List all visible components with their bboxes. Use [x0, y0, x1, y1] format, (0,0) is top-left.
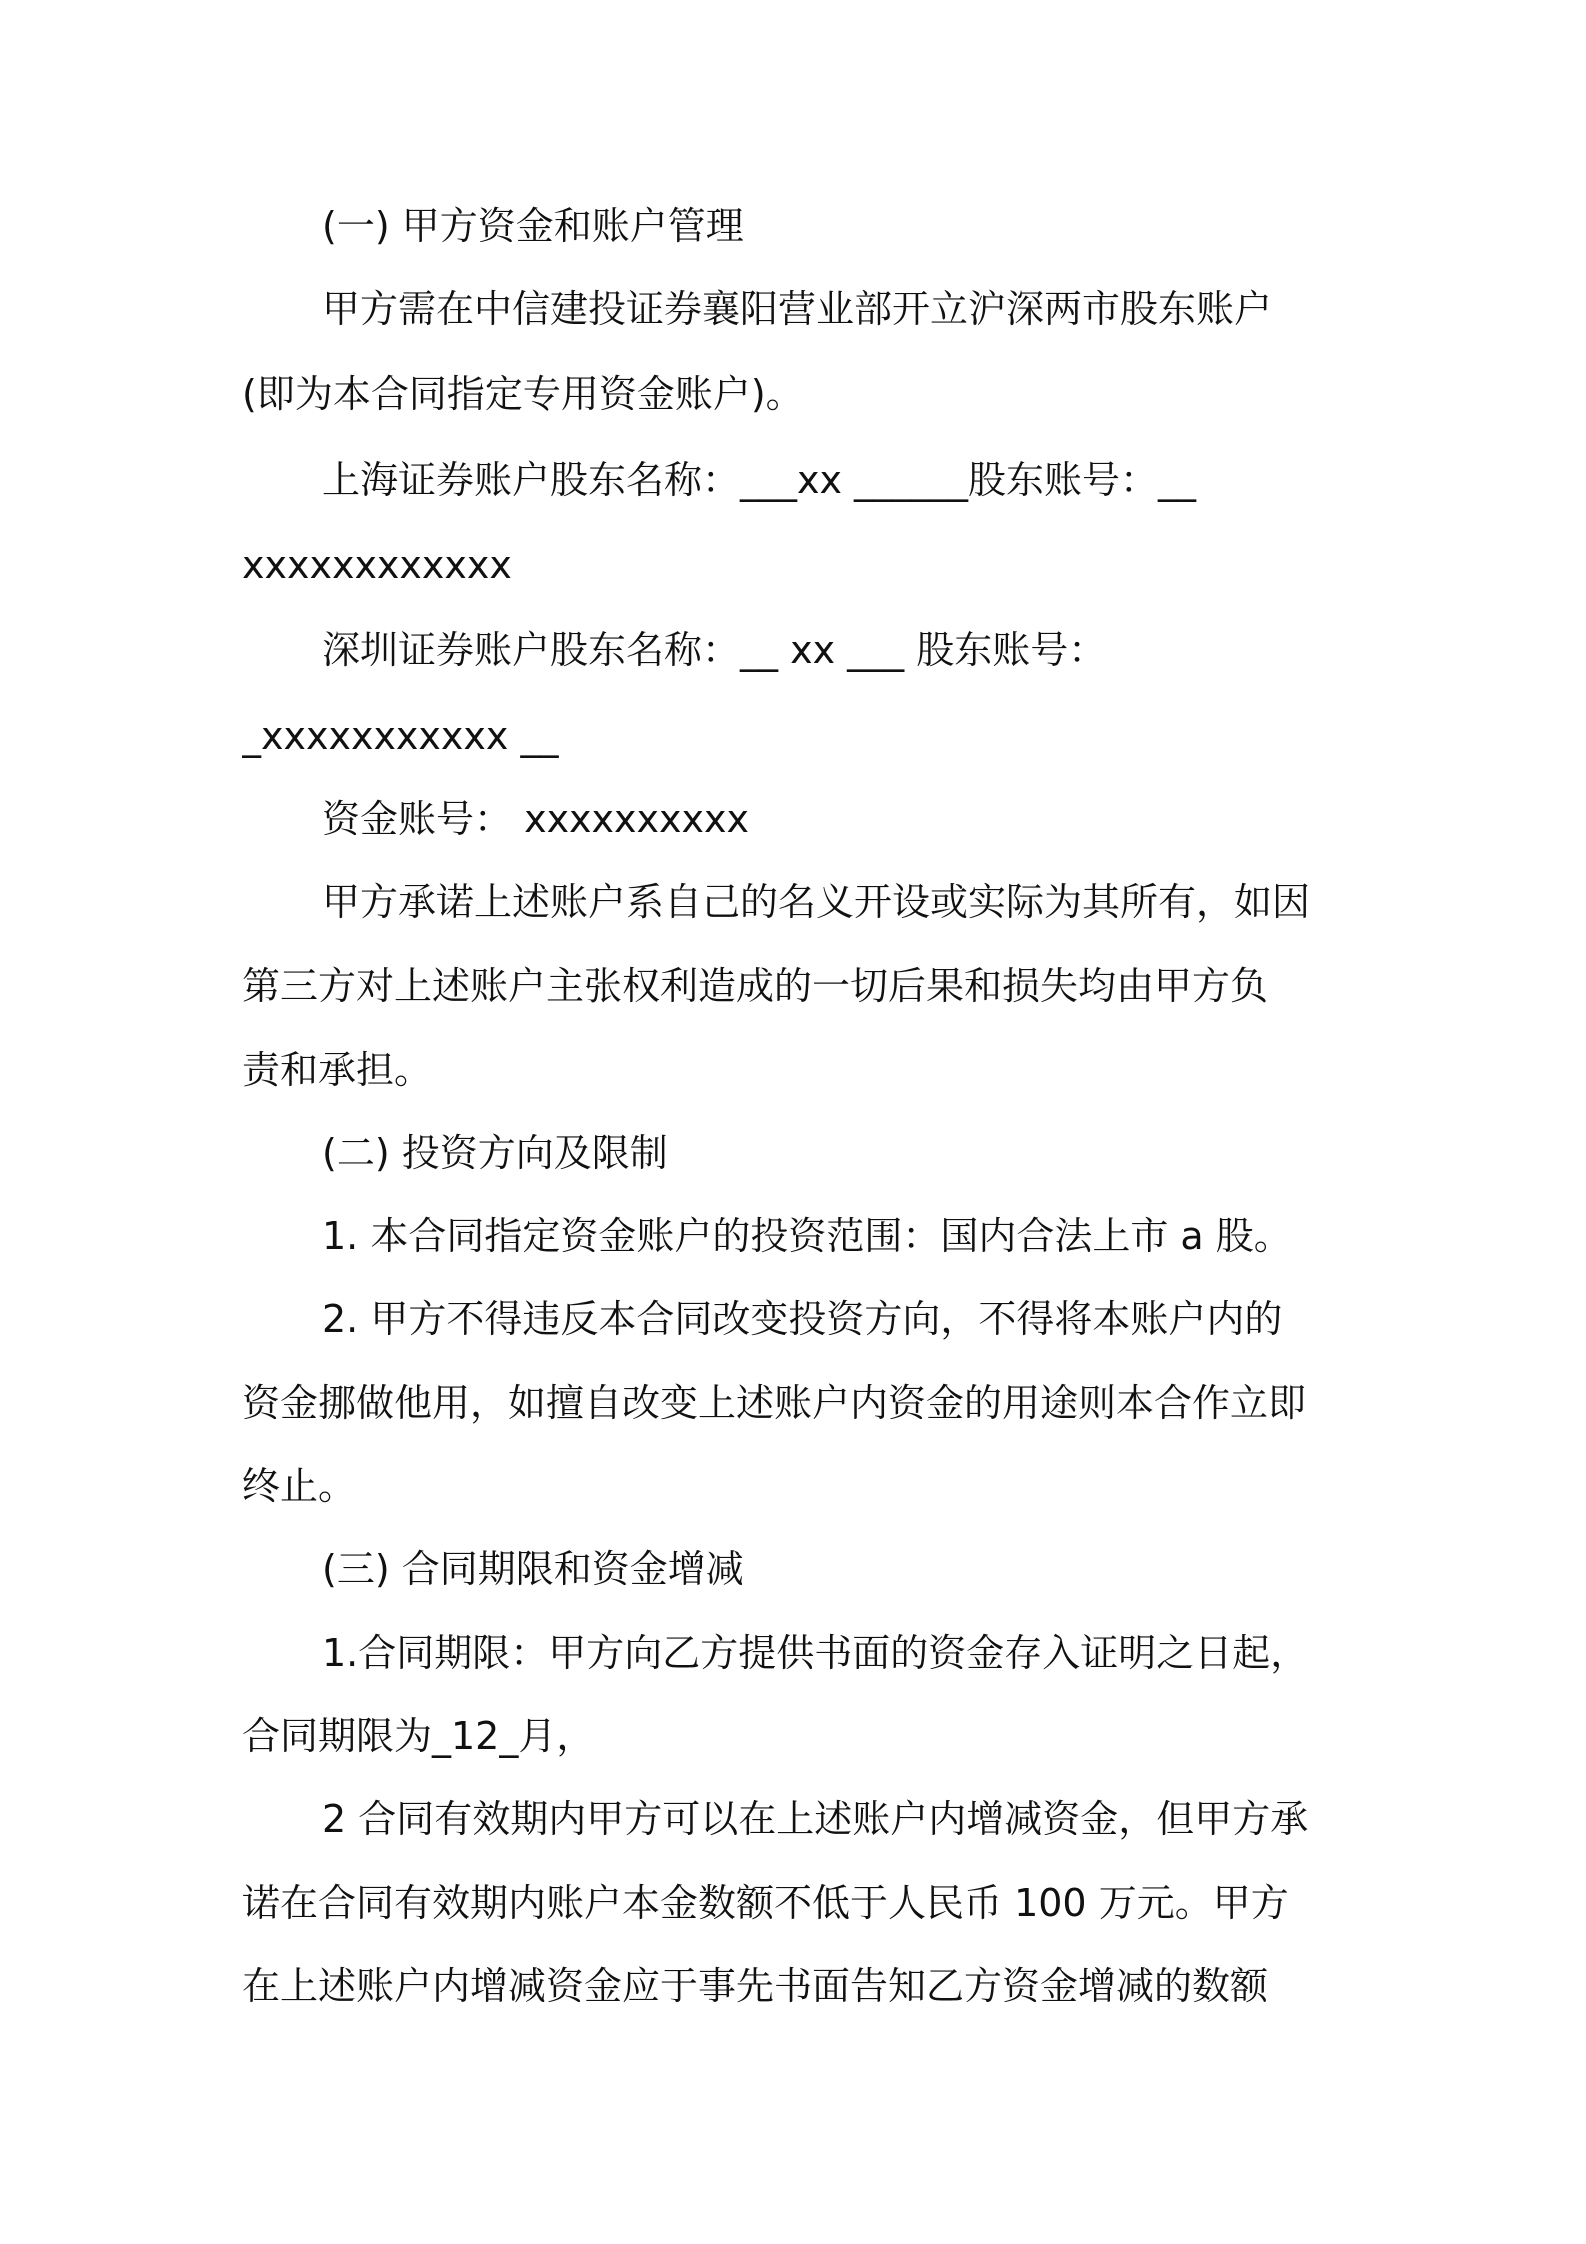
shanghai-account-line: 上海证券账户股东名称：___xx ______股东账号：__ [322, 458, 1197, 502]
section-heading-2: (二) 投资方向及限制 [322, 1131, 668, 1175]
section-heading-1: (一) 甲方资金和账户管理 [322, 204, 744, 248]
shenzhen-account-line: 深圳证券账户股东名称：__ xx ___ 股东账号： [322, 628, 1107, 672]
paragraph-line: 诺在合同有效期内账户本金数额不低于人民币 100 万元。甲方 [242, 1881, 1289, 1925]
paragraph-line: 合同期限为_12_月， [242, 1714, 595, 1758]
paragraph-line: 甲方承诺上述账户系自己的名义开设或实际为其所有，如因 [322, 880, 1311, 924]
paragraph-line: 在上述账户内增减资金应于事先书面告知乙方资金增减的数额 [242, 1964, 1269, 2008]
paragraph-line: (即为本合同指定专用资金账户)。 [242, 372, 804, 416]
shanghai-account-number: xxxxxxxxxxxx [242, 543, 512, 587]
paragraph-line: 资金挪做他用，如擅自改变上述账户内资金的用途则本合作立即 [242, 1381, 1307, 1425]
paragraph-line: 责和承担。 [242, 1048, 433, 1092]
shenzhen-account-number: _xxxxxxxxxxx __ [242, 714, 559, 758]
paragraph-line: 甲方需在中信建投证券襄阳营业部开立沪深两市股东账户 [322, 287, 1273, 331]
fund-account-line: 资金账号： xxxxxxxxxx [322, 797, 749, 841]
paragraph-line: 第三方对上述账户主张权利造成的一切后果和损失均由甲方负 [242, 964, 1269, 1008]
list-item-line: 1. 本合同指定资金账户的投资范围：国内合法上市 a 股。 [322, 1214, 1292, 1258]
paragraph-line: 终止。 [242, 1464, 357, 1508]
list-item-line: 2 合同有效期内甲方可以在上述账户内增减资金，但甲方承 [322, 1797, 1309, 1841]
list-item-line: 2. 甲方不得违反本合同改变投资方向，不得将本账户内的 [322, 1297, 1283, 1341]
list-item-line: 1.合同期限：甲方向乙方提供书面的资金存入证明之日起， [322, 1631, 1309, 1675]
section-heading-3: (三) 合同期限和资金增减 [322, 1547, 744, 1591]
